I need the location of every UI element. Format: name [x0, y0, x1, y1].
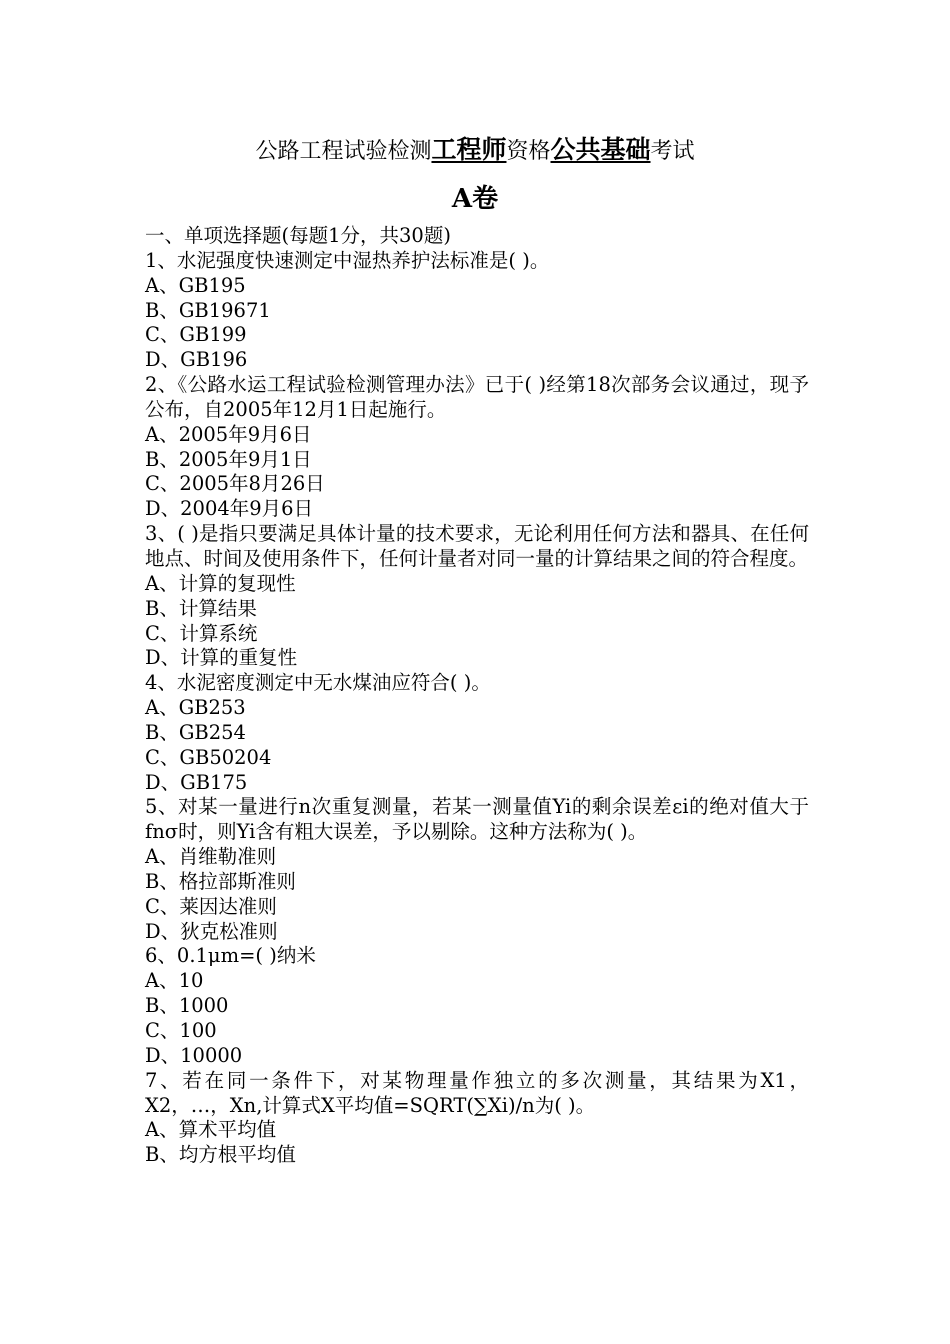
question-option: A、计算的复现性	[145, 571, 296, 595]
question-6	[145, 944, 809, 1068]
question-stem: 1、水泥强度快速测定中湿热养护法标准是( )。	[145, 248, 550, 272]
question-option: A、2005年9月6日	[145, 422, 312, 446]
question-option: D、GB196	[145, 348, 248, 372]
title-part-2: 工程师	[431, 135, 507, 164]
question-option: B、格拉部斯准则	[145, 869, 296, 893]
question-option: A、GB195	[145, 273, 246, 297]
question-option: B、2005年9月1日	[145, 447, 312, 471]
question-2	[145, 373, 809, 522]
question-stem: 4、水泥密度测定中无水煤油应符合( )。	[145, 671, 491, 695]
question-option: A、GB253	[145, 696, 246, 720]
document-subtitle: A卷	[451, 184, 499, 214]
title-part-5: 考试	[650, 139, 695, 164]
question-option: C、GB50204	[145, 745, 272, 769]
question-option: A、算术平均值	[145, 1118, 277, 1142]
question-option: B、均方根平均值	[145, 1143, 296, 1167]
question-option: B、计算结果	[145, 596, 257, 620]
question-option: C、GB199	[145, 323, 247, 347]
question-stem: 6、0.1μm=( )纳米	[145, 944, 316, 968]
question-option: D、2004年9月6日	[145, 497, 314, 521]
question-stem: 2、《公路水运工程试验检测管理办法》已于( )经第18次部务会议通过，现予公布，自2005年12月1日起施行。	[145, 373, 809, 421]
question-4	[145, 671, 809, 795]
question-option: C、100	[145, 1019, 217, 1042]
question-option: D、计算的重复性	[145, 646, 298, 670]
section-heading: 一、单项选择题(每题1分，共30题)	[145, 224, 451, 247]
title-part-1: 公路工程试验检测	[255, 139, 432, 164]
question-3	[145, 522, 809, 671]
question-7	[145, 1069, 809, 1168]
question-option: B、GB19671	[145, 298, 271, 322]
question-option: C、计算系统	[145, 621, 258, 645]
question-option: A、肖维勒准则	[145, 845, 277, 869]
question-option: C、莱因达准则	[145, 894, 277, 918]
question-option: B、GB254	[145, 720, 246, 744]
question-stem: 7、若在同一条件下，对某物理量作独立的多次测量，其结果为X1，X2，…，Xn,计算式X平均值=SQRT(∑Xi)/n为( )。	[145, 1068, 809, 1117]
title-part-4: 公共基础	[550, 135, 651, 164]
title-part-3: 资格	[506, 139, 551, 164]
question-option: B、1000	[145, 994, 229, 1018]
question-stem: 5、对某一量进行n次重复测量，若某一测量值Yi的剩余误差εi的绝对值大于fnσ时，则Yi含有粗大误差，予以剔除。这种方法称为( )。	[145, 795, 809, 844]
document-title	[0, 132, 950, 170]
question-5	[145, 795, 809, 944]
question-option: D、GB175	[145, 770, 248, 794]
question-1	[145, 249, 809, 373]
question-option: D、狄克松准则	[145, 919, 278, 943]
question-option: A、10	[145, 969, 204, 993]
question-option: C、2005年8月26日	[145, 472, 325, 496]
question-stem: 3、( )是指只要满足具体计量的技术要求，无论利用任何方法和器具、在任何地点、时间及使用条件下，任何计量者对同一量的计算结果之间的符合程度。	[145, 522, 809, 570]
document-body	[145, 224, 809, 1168]
question-option: D、10000	[145, 1043, 243, 1067]
